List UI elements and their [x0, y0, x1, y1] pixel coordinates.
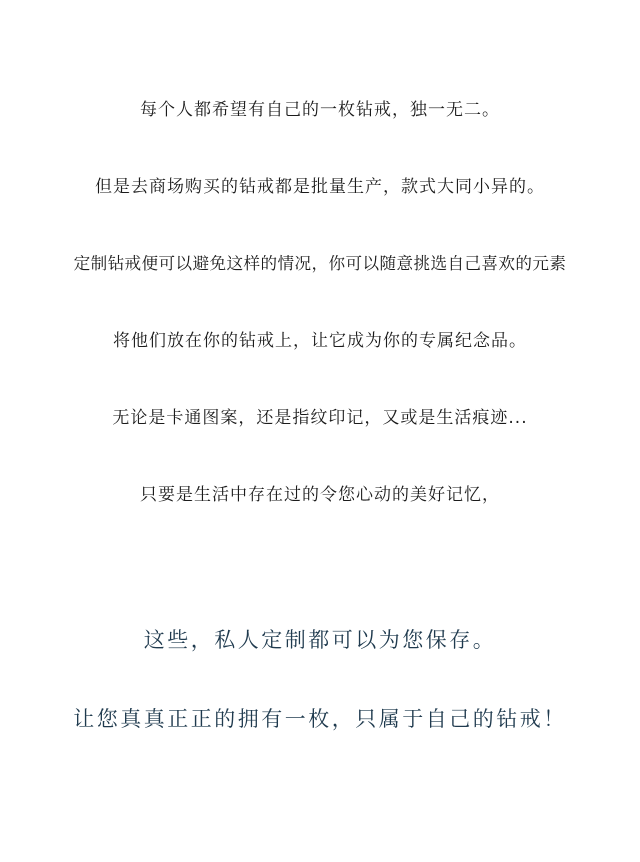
intro-line-2: 但是去商场购买的钻戒都是批量生产，款式大同小异的。 [95, 177, 545, 197]
intro-line-4: 将他们放在你的钻戒上，让它成为你的专属纪念品。 [113, 331, 527, 351]
intro-line-1: 每个人都希望有自己的一枚钻戒，独一无二。 [140, 100, 500, 120]
intro-line-3: 定制钻戒便可以避免这样的情况，你可以随意挑选自己喜欢的元素 [73, 254, 567, 273]
closing-line-1: 这些，私人定制都可以为您保存。 [143, 628, 497, 652]
intro-line-5: 无论是卡通图案，还是指纹印记，又或是生活痕迹... [112, 408, 528, 428]
intro-line-6: 只要是生活中存在过的令您心动的美好记忆， [140, 485, 500, 505]
closing-line-2: 让您真真正正的拥有一枚，只属于自己的钻戒！ [73, 707, 567, 731]
